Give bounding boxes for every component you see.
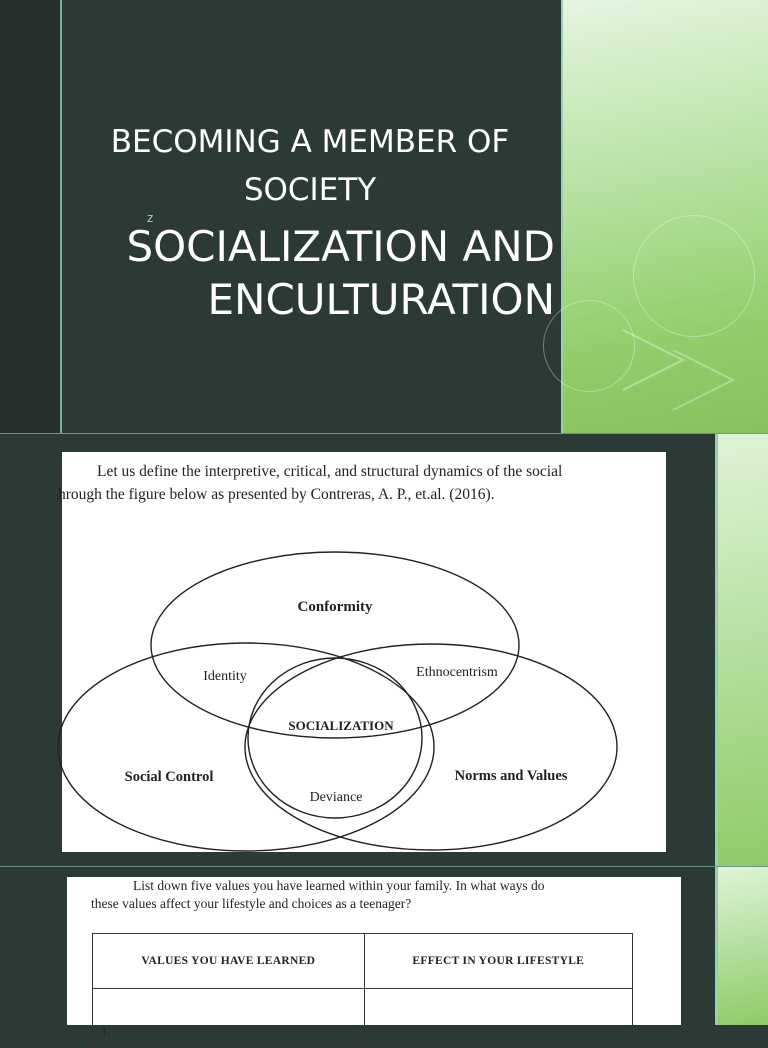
instruction-line1: List down five values you have learned within your family. In what ways do <box>133 878 545 893</box>
venn-slide <box>0 433 768 867</box>
values-table <box>92 933 633 1048</box>
venn-label-identity: Identity <box>203 669 247 684</box>
table-cell <box>364 989 632 1048</box>
slide-subtitle-line1: SOCIALIZATION AND <box>126 222 555 271</box>
table-header-values: VALUES YOU HAVE LEARNED <box>93 934 365 989</box>
slide-subtitle-line2: ENCULTURATION <box>207 275 555 324</box>
intro-text-line1: Let us define the interpretive, critical, and structural dynamics of the social <box>97 463 563 480</box>
table-header-effect: EFFECT IN YOUR LIFESTYLE <box>364 934 632 989</box>
title-slide <box>0 0 768 433</box>
green-decor-panel <box>718 867 768 1025</box>
slide-title-line1: BECOMING A MEMBER OF <box>110 124 510 160</box>
intro-text-line2: hrough the figure below as presented by Contreras, A. P., et.al. (2016). <box>58 486 495 503</box>
z-glyph-icon: z <box>147 211 154 225</box>
venn-label-socialization: SOCIALIZATION <box>288 718 394 733</box>
document-excerpt <box>58 452 666 852</box>
venn-diagram <box>62 522 666 852</box>
venn-label-conformity: Conformity <box>297 599 373 615</box>
slide-title-line2: SOCIETY <box>243 172 377 208</box>
green-decor-panel <box>563 0 768 433</box>
activity-document <box>67 877 681 1038</box>
table-cell: 1. <box>93 989 365 1048</box>
instruction-line2: these values affect your lifestyle and choices as a teenager? <box>91 896 412 911</box>
venn-label-ethnocentrism: Ethnocentrism <box>416 665 498 680</box>
venn-label-social-control: Social Control <box>124 769 214 785</box>
venn-label-norms-values: Norms and Values <box>454 768 568 784</box>
left-band <box>0 0 62 433</box>
activity-slide <box>0 866 768 1038</box>
green-decor-panel <box>718 434 768 867</box>
venn-label-deviance: Deviance <box>309 790 363 805</box>
accent-line <box>60 0 62 433</box>
decor-chevrons <box>563 0 768 433</box>
table-row <box>93 989 633 1048</box>
